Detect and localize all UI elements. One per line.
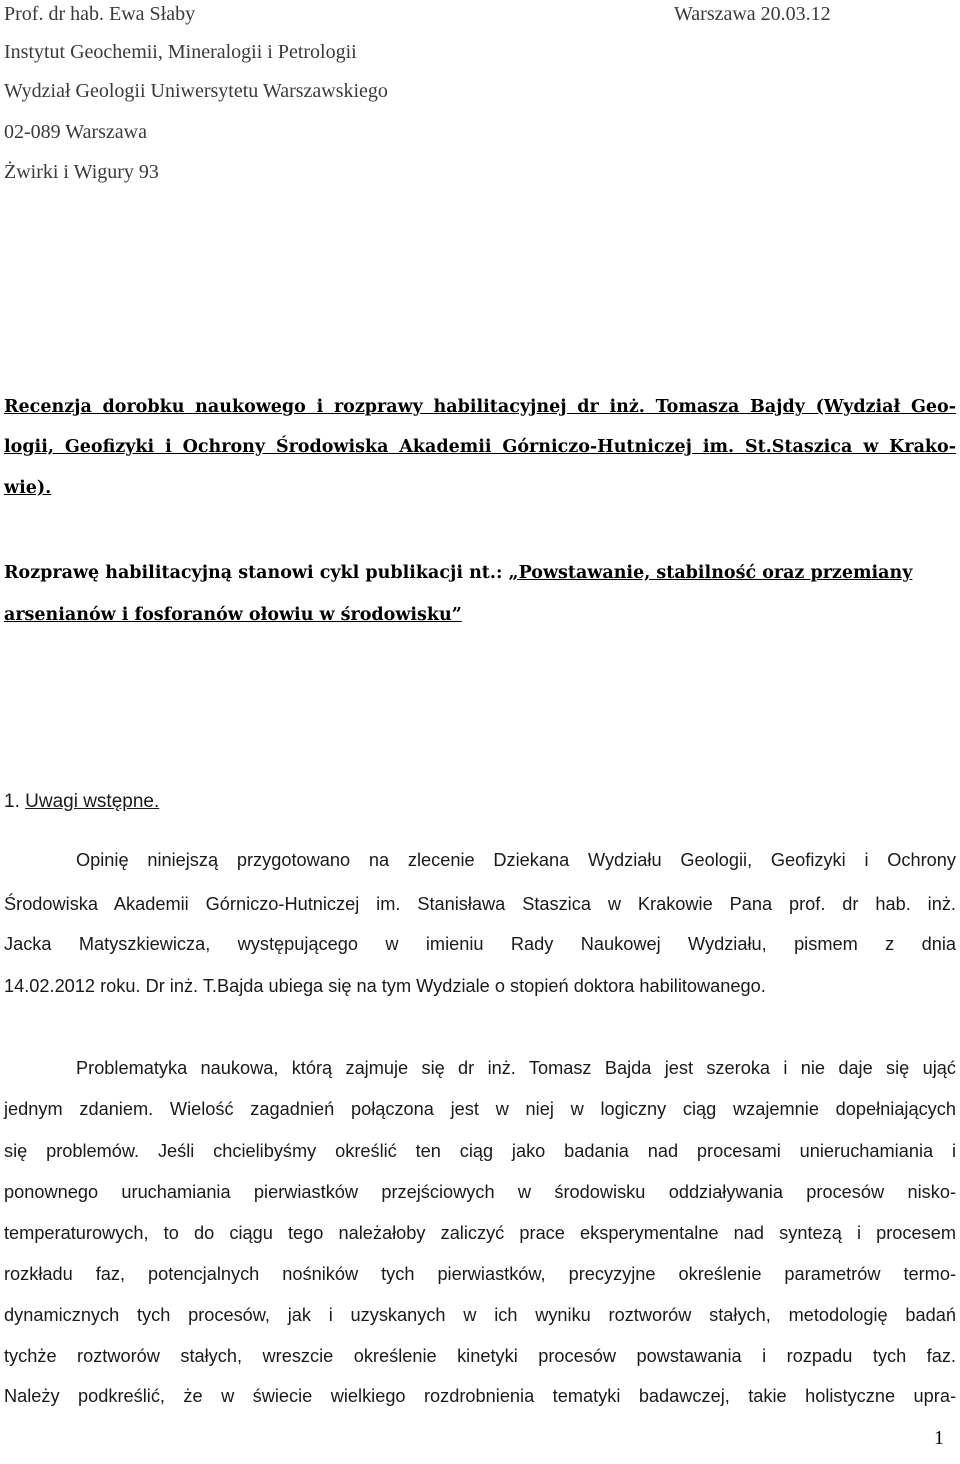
institute-name: Instytut Geochemii, Mineralogii i Petrologii [4,41,357,63]
paragraph-2-line-2: jednym zdaniem. Wielość zagadnień połączona jest w niej w logiczny ciąg wzajemnie dopełniających [4,1099,956,1119]
review-title-line-3: wie). [4,478,52,498]
section-heading [4,790,159,814]
faculty-name: Wydział Geologii Uniwersytetu Warszawskiego [4,80,388,102]
paragraph-2-line-1: Problematyka naukowa, którą zajmuje się dr inż. Tomasz Bajda jest szeroka i nie daje się ująć [76,1058,956,1078]
paragraph-1-line-4: 14.02.2012 roku. Dr inż. T.Bajda ubiega się na tym Wydziale o stopień doktora habilitowanego. [4,976,766,996]
paragraph-2-line-4: ponownego uruchamiania pierwiastków przejściowych w środowisku oddziaływania procesów nisko- [4,1182,956,1202]
document-date: Warszawa 20.03.12 [674,3,831,25]
postal-address: 02-089 Warszawa [4,121,147,143]
thesis-intro: Rozprawę habilitacyjną stanowi cykl publikacji nt.: [4,563,509,583]
paragraph-1-line-1: Opinię niniejszą przygotowano na zlecenie Dziekana Wydziału Geologii, Geofizyki i Ochrony [76,850,956,870]
section-number: 1. [4,791,26,812]
page-number: 1 [934,1427,944,1449]
paragraph-2-line-7: dynamicznych tych procesów, jak i uzyskanych w ich wyniku roztworów stałych, metodologię badań [4,1305,956,1325]
paragraph-1-line-3: Jacka Matyszkiewicza, występującego w imieniu Rady Naukowej Wydziału, pismem z dnia [4,934,956,954]
paragraph-2-line-5: temperaturowych, to do ciągu tego należałoby zaliczyć prace eksperymentalne nad syntezą i procesem [4,1223,956,1243]
paragraph-1-line-2: Środowiska Akademii Górniczo-Hutniczej im. Stanisława Staszica w Krakowie Pana prof. dr hab. inż. [4,894,956,914]
thesis-title-part-2: arsenianów i fosforanów ołowiu w środowisku” [4,605,462,625]
paragraph-2-line-8: tychże roztworów stałych, wreszcie określenie kinetyki procesów powstawania i rozpadu tych faz. [4,1346,956,1366]
paragraph-2-line-3: się problemów. Jeśli chcielibyśmy określić ten ciąg jako badania nad procesami unieruchamiania i [4,1141,956,1161]
section-title: Uwagi wstępne. [25,791,160,812]
review-title-line-1: Recenzja dorobku naukowego i rozprawy habilitacyjnej dr inż. Tomasza Bajdy (Wydział Geo- [4,397,956,417]
thesis-statement [4,561,912,585]
paragraph-2-line-6: rozkładu faz, potencjalnych nośników tych pierwiastków, precyzyjne określenie parametrów termo- [4,1264,956,1284]
paragraph-2-line-9: Należy podkreślić, że w świecie wielkiego rozdrobnienia tematyki badawczej, takie holistyczne upra- [4,1386,956,1406]
review-title-line-2: logii, Geofizyki i Ochrony Środowiska Akademii Górniczo-Hutniczej im. St.Staszica w Krako- [4,437,956,457]
thesis-title-part-1: „Powstawanie, stabilność oraz przemiany [508,563,913,583]
author-name: Prof. dr hab. Ewa Słaby [4,3,196,25]
street-address: Żwirki i Wigury 93 [4,161,159,183]
